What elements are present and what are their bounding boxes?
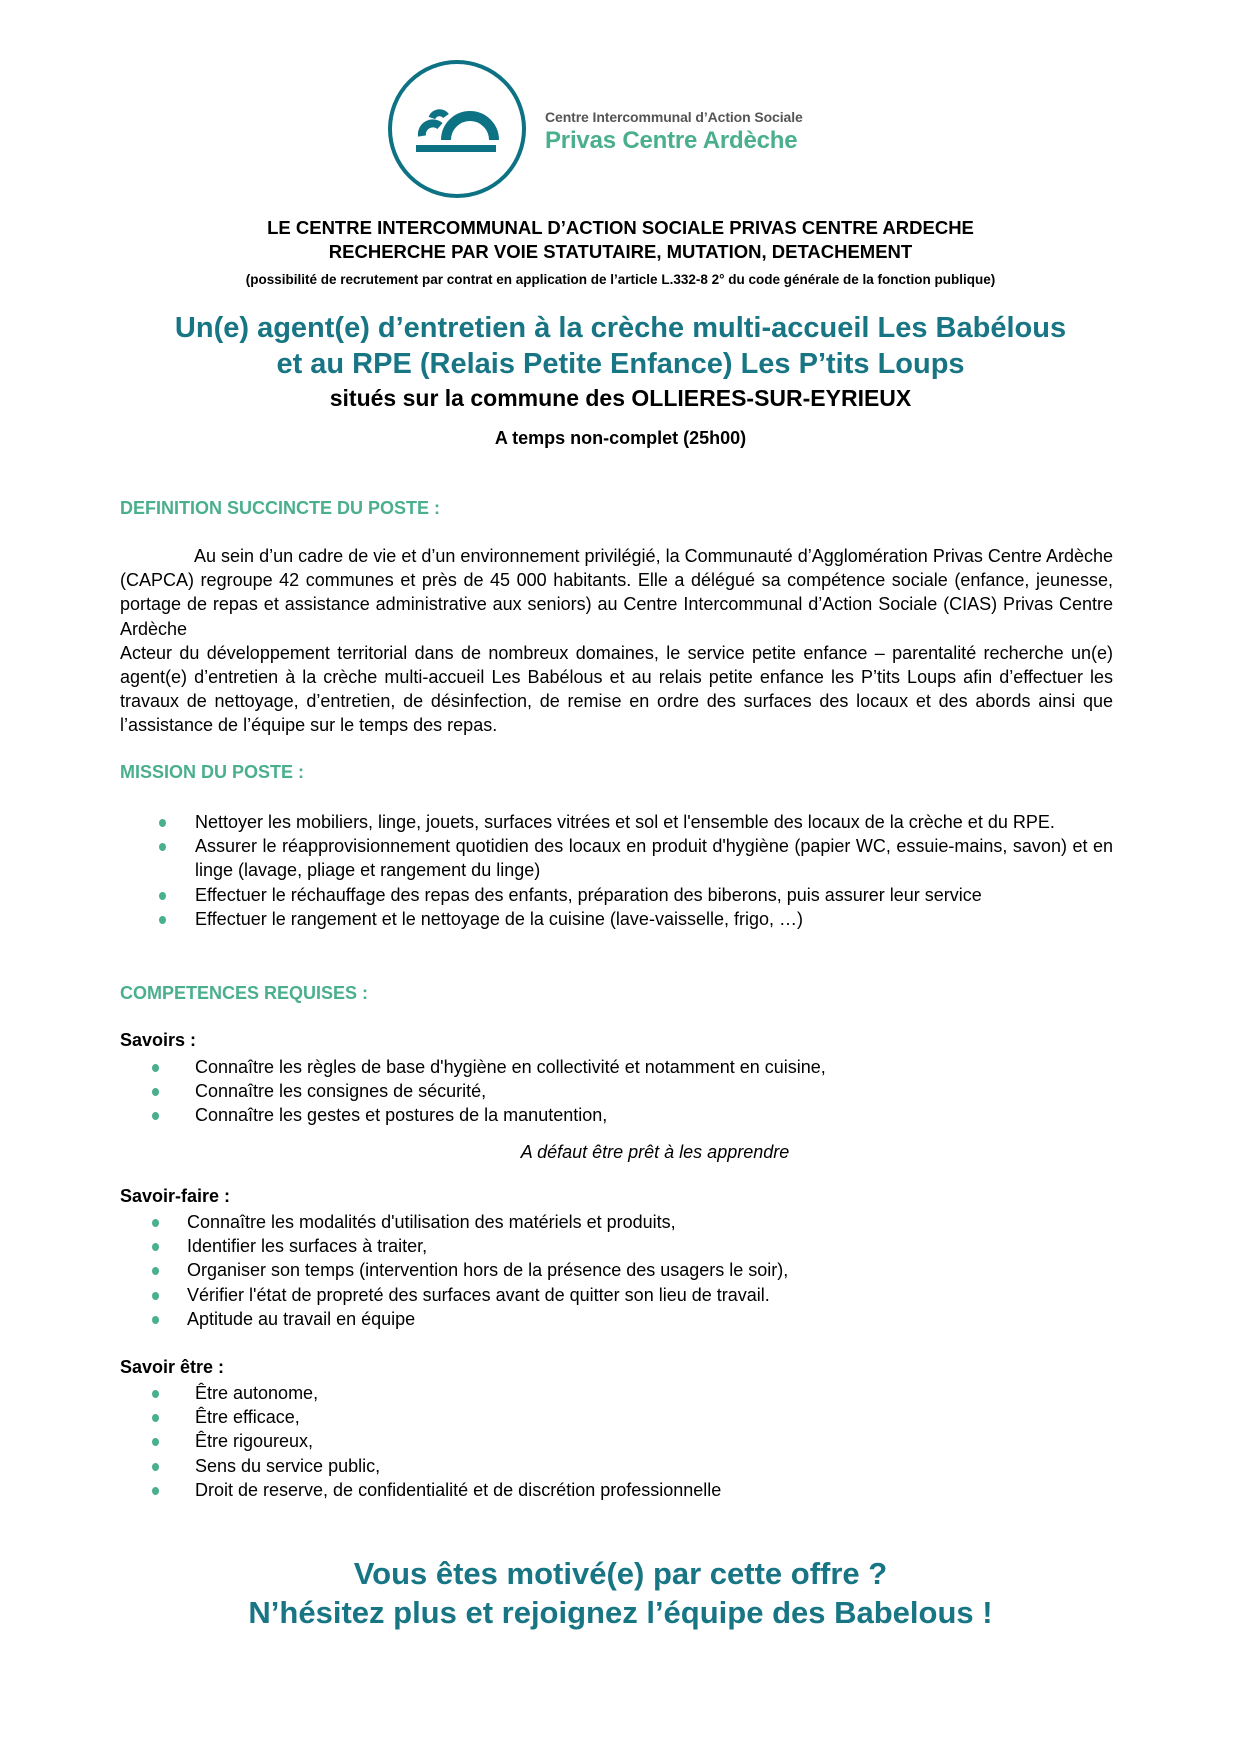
bullet-icon bbox=[159, 843, 166, 851]
definition-paragraph-2: Acteur du développement territorial dans de nombreux domaines, le service petite enfance – parentalité recherche un(e) agent(e) d’entretien à la crèche multi-accueil Les Babélous et au relais petite enfance les P’tits Loups afin d’effectuer les travaux de nettoyage, d’entretien, de désinfection, de remise en ordre des surfaces des locaux et des abords ainsi que l’assistance de l’équipe sur le temps des repas. bbox=[120, 642, 1113, 736]
bullet-icon bbox=[152, 1088, 159, 1096]
list-item: Être efficace, bbox=[195, 1405, 1095, 1429]
closing-line-2: N’hésitez plus et rejoignez l’équipe des Babelous ! bbox=[248, 1595, 993, 1630]
bullet-icon bbox=[152, 1487, 159, 1495]
bullet-icon bbox=[159, 819, 166, 827]
savoir-etre-label: Savoir être : bbox=[120, 1357, 225, 1377]
bullet-icon bbox=[152, 1390, 159, 1398]
section-title-definition: DEFINITION SUCCINCTE DU POSTE : bbox=[120, 498, 441, 518]
savoirs-label: Savoirs : bbox=[120, 1030, 197, 1050]
list-item: Être autonome, bbox=[195, 1381, 1095, 1405]
bullet-icon bbox=[152, 1112, 159, 1120]
list-item: Connaître les règles de base d'hygiène en collectivité et notamment en cuisine, bbox=[195, 1055, 1095, 1079]
list-item: Vérifier l'état de propreté des surfaces avant de quitter son lieu de travail. bbox=[187, 1283, 1087, 1307]
bullet-icon bbox=[159, 892, 166, 900]
bullet-icon bbox=[152, 1438, 159, 1446]
bullet-icon bbox=[152, 1243, 159, 1251]
bullet-icon bbox=[152, 1267, 159, 1275]
savoir-etre-list bbox=[195, 1381, 1095, 1502]
closing-line-1: Vous êtes motivé(e) par cette offre ? bbox=[353, 1556, 888, 1591]
list-item: Assurer le réapprovisionnement quotidien des locaux en produit d'hygiène (papier WC, essuie-mains, savon) et en linge (lavage, pliage et rangement du linge) bbox=[195, 834, 1113, 882]
header-note: (possibilité de recrutement par contrat en application de l’article L.332-8 2° du code générale de la fonction publique) bbox=[245, 272, 996, 287]
list-item: Identifier les surfaces à traiter, bbox=[187, 1234, 1087, 1258]
mission-list bbox=[195, 810, 1113, 931]
bullet-icon bbox=[159, 916, 166, 924]
definition-paragraph-1: Au sein d’un cadre de vie et d’un environnement privilégié, la Communauté d’Agglomération Privas Centre Ardèche (CAPCA) regroupe 42 communes et près de 45 000 habitants. Elle a délégué sa compétence sociale (enfance, jeunesse, portage de repas et assistance administrative aux seniors) au Centre Intercommunal d’Action Sociale (CIAS) Privas Centre Ardèche bbox=[120, 546, 1113, 639]
list-item: Connaître les gestes et postures de la manutention, bbox=[195, 1103, 1095, 1127]
list-item: Aptitude au travail en équipe bbox=[187, 1307, 1087, 1331]
list-item: Effectuer le réchauffage des repas des enfants, préparation des biberons, puis assurer leur service bbox=[195, 883, 1113, 907]
list-item: Être rigoureux, bbox=[195, 1429, 1095, 1453]
list-item: Nettoyer les mobiliers, linge, jouets, surfaces vitrées et sol et l'ensemble des locaux de la crèche et du RPE. bbox=[195, 810, 1113, 834]
header-line-2: RECHERCHE PAR VOIE STATUTAIRE, MUTATION, DETACHEMENT bbox=[328, 241, 913, 262]
list-item: Droit de reserve, de confidentialité et de discrétion professionnelle bbox=[195, 1478, 1095, 1502]
job-title-line-1: Un(e) agent(e) d’entretien à la crèche multi-accueil Les Babélous bbox=[174, 312, 1067, 344]
savoir-faire-label: Savoir-faire : bbox=[120, 1186, 231, 1206]
savoirs-list bbox=[195, 1055, 1095, 1128]
logo-org-name: Privas Centre Ardèche bbox=[545, 127, 798, 154]
bullet-icon bbox=[152, 1064, 159, 1072]
bullet-icon bbox=[152, 1316, 159, 1324]
bullet-icon bbox=[152, 1414, 159, 1422]
section-title-competences: COMPETENCES REQUISES : bbox=[120, 983, 369, 1003]
job-hours: A temps non-complet (25h00) bbox=[494, 428, 747, 448]
header-line-1: LE CENTRE INTERCOMMUNAL D’ACTION SOCIALE PRIVAS CENTRE ARDECHE bbox=[267, 217, 974, 238]
bullet-icon bbox=[152, 1219, 159, 1227]
bullet-icon bbox=[152, 1463, 159, 1471]
list-item: Sens du service public, bbox=[195, 1454, 1095, 1478]
bullet-icon bbox=[152, 1292, 159, 1300]
logo-org-line: Centre Intercommunal d’Action Sociale bbox=[545, 109, 803, 125]
list-item: Connaître les modalités d'utilisation des matériels et produits, bbox=[187, 1210, 1087, 1234]
cias-logo-icon bbox=[412, 104, 502, 161]
list-item: Effectuer le rangement et le nettoyage de la cuisine (lave-vaisselle, frigo, …) bbox=[195, 907, 1113, 931]
list-item: Connaître les consignes de sécurité, bbox=[195, 1079, 1095, 1103]
job-title-line-2: et au RPE (Relais Petite Enfance) Les P’tits Loups bbox=[276, 348, 965, 380]
job-location: situés sur la commune des OLLIERES-SUR-EYRIEUX bbox=[329, 385, 912, 411]
section-title-mission: MISSION DU POSTE : bbox=[120, 762, 305, 782]
definition-text bbox=[120, 544, 1113, 738]
savoir-faire-list bbox=[187, 1210, 1087, 1331]
list-item: Organiser son temps (intervention hors de la présence des usagers le soir), bbox=[187, 1258, 1087, 1282]
savoirs-note: A défaut être prêt à les apprendre bbox=[520, 1142, 790, 1162]
